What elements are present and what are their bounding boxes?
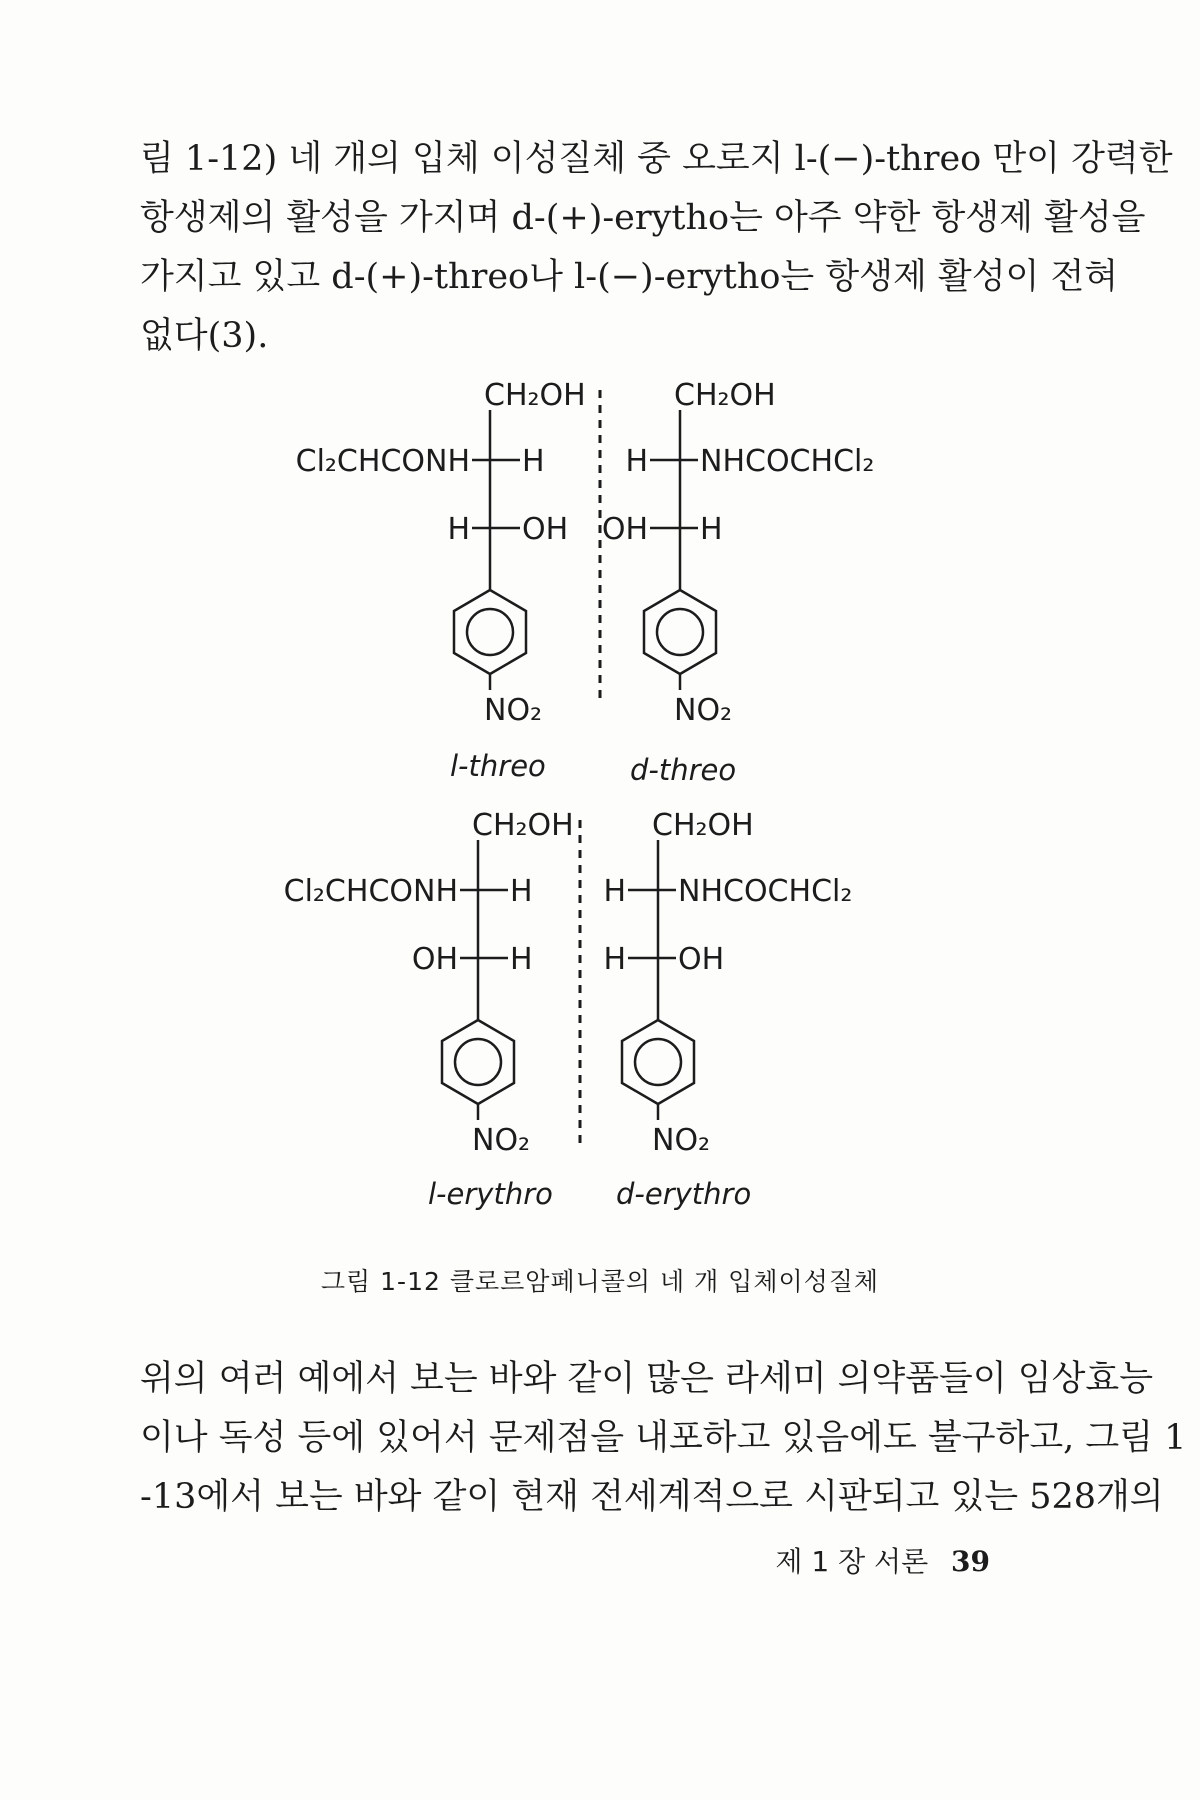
aromatic-circle — [657, 609, 703, 655]
benzene-ring — [644, 590, 716, 674]
c1-right-group: NHCOCHCl₂ — [678, 874, 853, 909]
structure-l-erythro — [284, 808, 574, 1211]
c2-right-group: H — [700, 512, 723, 547]
c2-left-group: OH — [601, 512, 648, 547]
nitro-group: NO₂ — [484, 693, 543, 728]
text-line: 림 1-12) 네 개의 입체 이성질체 중 오로지 l-(−)-threo 만이 강력한 — [140, 139, 1173, 179]
c1-left-group: Cl₂CHCONH — [295, 444, 470, 479]
c1-right-group: NHCOCHCl₂ — [700, 444, 875, 479]
body-paragraph — [140, 1350, 1187, 1527]
structure-d-erythro — [603, 808, 852, 1211]
chapter-title: 제 1 장 서론 — [775, 1545, 929, 1578]
top-group: CH₂OH — [484, 380, 586, 413]
stereoisomer-figure — [240, 380, 940, 1240]
c1-right-group: H — [510, 874, 533, 909]
benzene-ring — [454, 590, 526, 674]
c2-right-group: H — [510, 942, 533, 977]
aromatic-circle — [455, 1039, 501, 1085]
figure-caption: 그림 1-12 클로르암페니콜의 네 개 입체이성질체 — [320, 1267, 880, 1296]
top-group: CH₂OH — [652, 808, 754, 843]
text-line: 없다(3). — [140, 316, 269, 356]
aromatic-circle — [467, 609, 513, 655]
c2-right-group: OH — [678, 942, 725, 977]
benzene-ring — [442, 1020, 514, 1104]
nitro-group: NO₂ — [652, 1123, 711, 1158]
text-line: 항생제의 활성을 가지며 d-(+)-erytho는 아주 약한 항생제 활성을 — [140, 198, 1146, 238]
nitro-group: NO₂ — [472, 1123, 531, 1158]
c2-left-group: H — [603, 942, 626, 977]
structure-label: d-threo — [630, 753, 737, 787]
text-line: 가지고 있고 d-(+)-threo나 l-(−)-erytho는 항생제 활성이 전혀 — [140, 257, 1119, 297]
page-footer — [775, 1540, 990, 1580]
text-line: 위의 여러 예에서 보는 바와 같이 많은 라세미 의약품들이 임상효능 — [140, 1359, 1154, 1399]
page-number: 39 — [951, 1545, 990, 1578]
structure-label: l-erythro — [428, 1177, 553, 1211]
c1-right-group: H — [522, 444, 545, 479]
text-line: 이나 독성 등에 있어서 문제점을 내포하고 있음에도 불구하고, 그림 1 — [140, 1418, 1187, 1458]
aromatic-circle — [635, 1039, 681, 1085]
top-group: CH₂OH — [472, 808, 574, 843]
c1-left-group: H — [603, 874, 626, 909]
intro-paragraph — [140, 130, 1173, 366]
structure-d-threo — [602, 380, 875, 787]
structure-label: l-threo — [450, 749, 546, 783]
c2-left-group: H — [447, 512, 470, 547]
c2-left-group: OH — [411, 942, 458, 977]
text-line: -13에서 보는 바와 같이 현재 전세계적으로 시판되고 있는 528개의 — [140, 1477, 1164, 1517]
structure-label: d-erythro — [616, 1177, 752, 1211]
c1-left-group: Cl₂CHCONH — [283, 874, 458, 909]
c2-right-group: OH — [522, 512, 569, 547]
top-group: CH₂OH — [674, 380, 776, 413]
structure-l-threo — [296, 380, 586, 783]
nitro-group: NO₂ — [674, 693, 733, 728]
benzene-ring — [622, 1020, 694, 1104]
c1-left-group: H — [625, 444, 648, 479]
